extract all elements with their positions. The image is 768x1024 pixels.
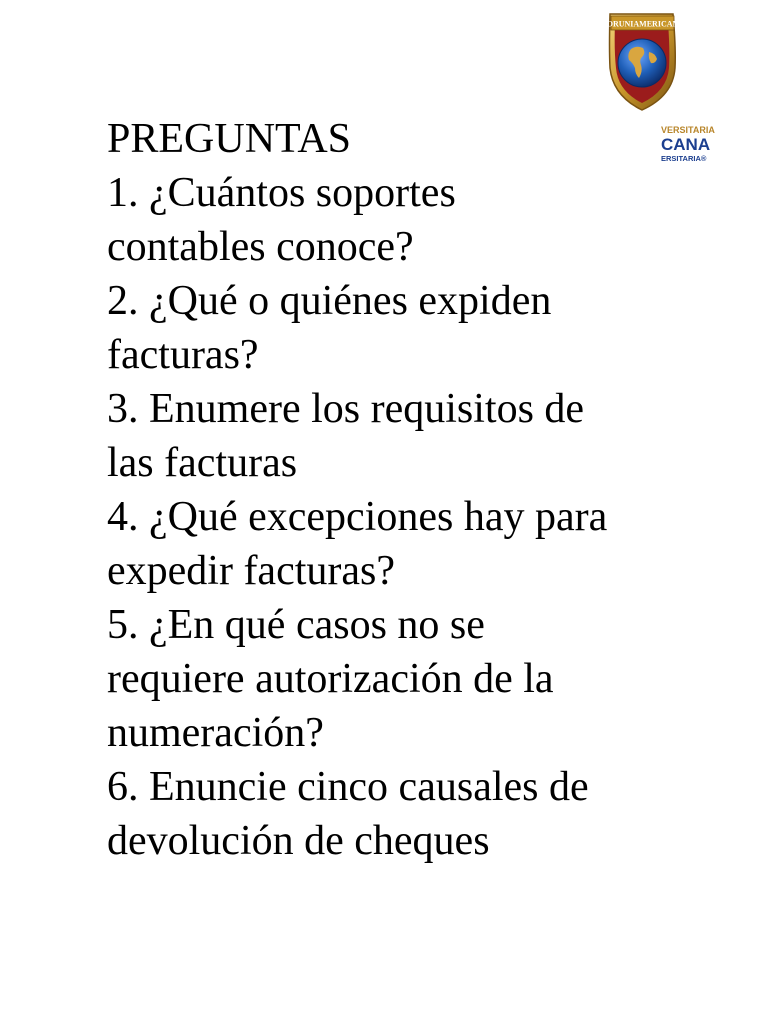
question-1 xyxy=(107,166,707,274)
question-6 xyxy=(107,760,707,868)
question-5 xyxy=(107,598,707,760)
question-line: 1. ¿Cuántos soportes xyxy=(107,170,456,216)
question-line: las facturas xyxy=(107,440,298,486)
question-line: 4. ¿Qué excepciones hay para xyxy=(107,494,608,540)
logo-banner-text: CORUNIAMERICANA xyxy=(600,19,685,29)
question-line: contables conoce? xyxy=(107,224,414,270)
question-line: facturas? xyxy=(107,332,259,378)
question-line: requiere autorización de la xyxy=(107,656,554,702)
question-line: expedir facturas? xyxy=(107,548,395,594)
logo-text-line-1: VERSITARIA xyxy=(661,125,715,135)
question-4 xyxy=(107,490,707,598)
question-line: devolución de cheques xyxy=(107,818,490,864)
questions-document xyxy=(107,112,707,868)
question-line: 2. ¿Qué o quiénes expiden xyxy=(107,278,552,324)
question-line: 6. Enuncie cinco causales de xyxy=(107,764,589,810)
logo-text-line-2: CANA xyxy=(661,135,711,154)
question-line: numeración? xyxy=(107,710,324,756)
page-title: PREGUNTAS xyxy=(107,116,352,162)
question-3 xyxy=(107,382,707,490)
question-line: 5. ¿En qué casos no se xyxy=(107,602,485,648)
question-2 xyxy=(107,274,707,382)
logo-text-line-3: ERSITARIA® xyxy=(661,154,707,163)
question-line: 3. Enumere los requisitos de xyxy=(107,386,585,432)
